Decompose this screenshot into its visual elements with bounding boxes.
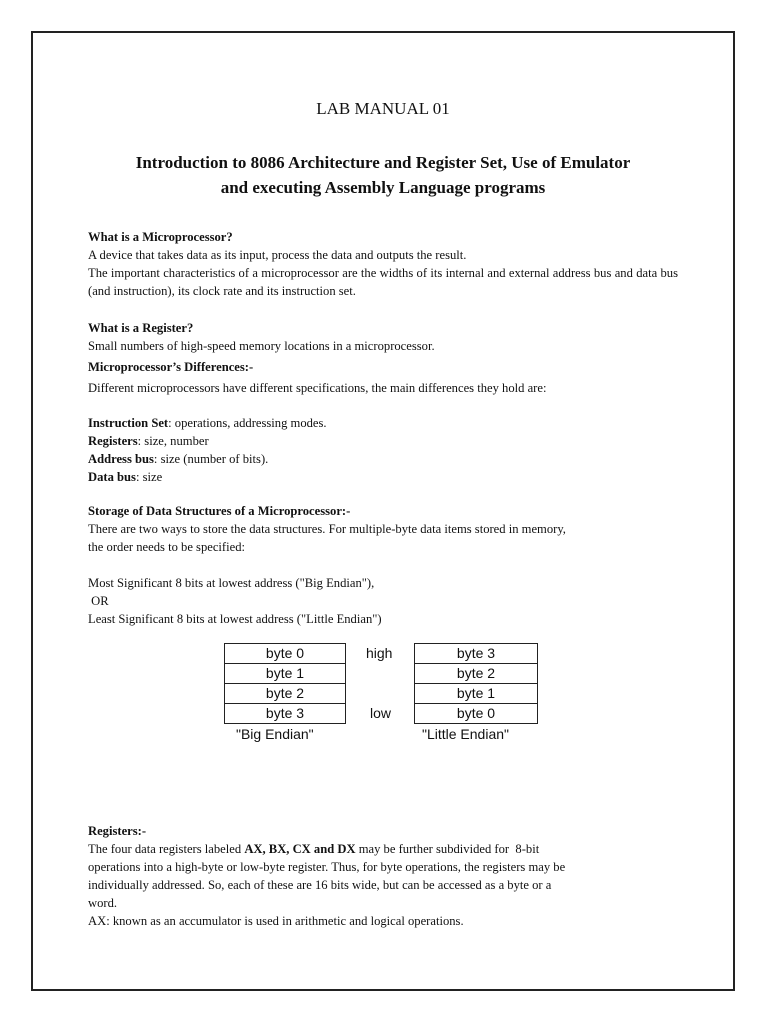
spec-desc: : size, number	[137, 434, 209, 448]
section-heading: Registers:-	[88, 824, 147, 838]
section-microprocessor	[88, 228, 678, 300]
section-differences	[88, 358, 678, 397]
section-register	[88, 319, 678, 355]
byte-cell: byte 2	[224, 684, 346, 704]
paragraph-line: Different microprocessors have different specifications, the main differences they hold are:	[88, 381, 547, 395]
paragraph-line: AX: known as an accumulator is used in arithmetic and logical operations.	[88, 914, 464, 928]
section-registers	[88, 822, 678, 930]
byte-cell: byte 1	[224, 664, 346, 684]
section-heading: Microprocessor’s Differences:-	[88, 360, 254, 374]
paragraph: The important characteristics of a microprocessor are the widths of its internal and external address bus and data bus (and instruction), its clock rate and its instruction set.	[88, 266, 678, 298]
endian-options	[88, 574, 678, 628]
main-title-line-1: Introduction to 8086 Architecture and Register Set, Use of Emulator	[135, 153, 631, 172]
endian-diagram	[224, 643, 544, 748]
text-run: may be further subdivided for 8-bit	[355, 842, 540, 856]
text-run: The four data registers labeled	[88, 842, 245, 856]
section-storage	[88, 502, 678, 556]
spec-item	[88, 432, 678, 450]
big-endian-column	[224, 643, 346, 724]
spec-desc: : size (number of bits).	[153, 452, 269, 466]
lab-title: LAB MANUAL 01	[316, 99, 450, 118]
spec-term: Data bus	[88, 470, 136, 484]
paragraph-line: individually addressed. So, each of these are 16 bits wide, but can be accessed as a byte or a	[88, 878, 552, 892]
register-names: AX, BX, CX and DX	[244, 842, 356, 856]
spec-item	[88, 468, 678, 486]
paragraph-line: the order needs to be specified:	[88, 540, 246, 554]
spec-term: Registers	[88, 434, 138, 448]
option-little-endian: Least Significant 8 bits at lowest address ("Little Endian")	[88, 612, 382, 626]
big-endian-caption: "Big Endian"	[236, 726, 314, 742]
byte-cell: byte 1	[414, 684, 538, 704]
spec-item	[88, 414, 678, 432]
low-label: low	[370, 705, 392, 721]
little-endian-column	[414, 643, 538, 724]
byte-cell: byte 0	[224, 643, 346, 664]
byte-cell: byte 0	[414, 704, 538, 724]
spec-term: Instruction Set	[88, 416, 169, 430]
main-title	[86, 150, 680, 200]
paragraph-line: There are two ways to store the data structures. For multiple-byte data items stored in memory,	[88, 522, 566, 536]
high-label: high	[366, 645, 393, 661]
byte-cell: byte 2	[414, 664, 538, 684]
paragraph-line	[88, 840, 678, 858]
byte-cell: byte 3	[414, 643, 538, 664]
section-heading: What is a Microprocessor?	[88, 230, 233, 244]
option-big-endian: Most Significant 8 bits at lowest address ("Big Endian"),	[88, 576, 375, 590]
spec-desc: : operations, addressing modes.	[168, 416, 327, 430]
section-heading: Storage of Data Structures of a Microprocessor:-	[88, 504, 351, 518]
main-title-line-2: and executing Assembly Language programs	[220, 178, 546, 197]
spec-item	[88, 450, 678, 468]
option-or: OR	[88, 594, 109, 608]
spec-term: Address bus	[88, 452, 154, 466]
paragraph-line: Small numbers of high-speed memory locations in a microprocessor.	[88, 339, 435, 353]
spec-desc: : size	[135, 470, 163, 484]
spec-list	[88, 414, 678, 486]
paragraph-line: operations into a high-byte or low-byte register. Thus, for byte operations, the registers may be	[88, 860, 566, 874]
byte-cell: byte 3	[224, 704, 346, 724]
paragraph-line: A device that takes data as its input, process the data and outputs the result.	[88, 248, 467, 262]
section-heading: What is a Register?	[88, 321, 194, 335]
paragraph-line: word.	[88, 896, 118, 910]
little-endian-caption: "Little Endian"	[422, 726, 509, 742]
